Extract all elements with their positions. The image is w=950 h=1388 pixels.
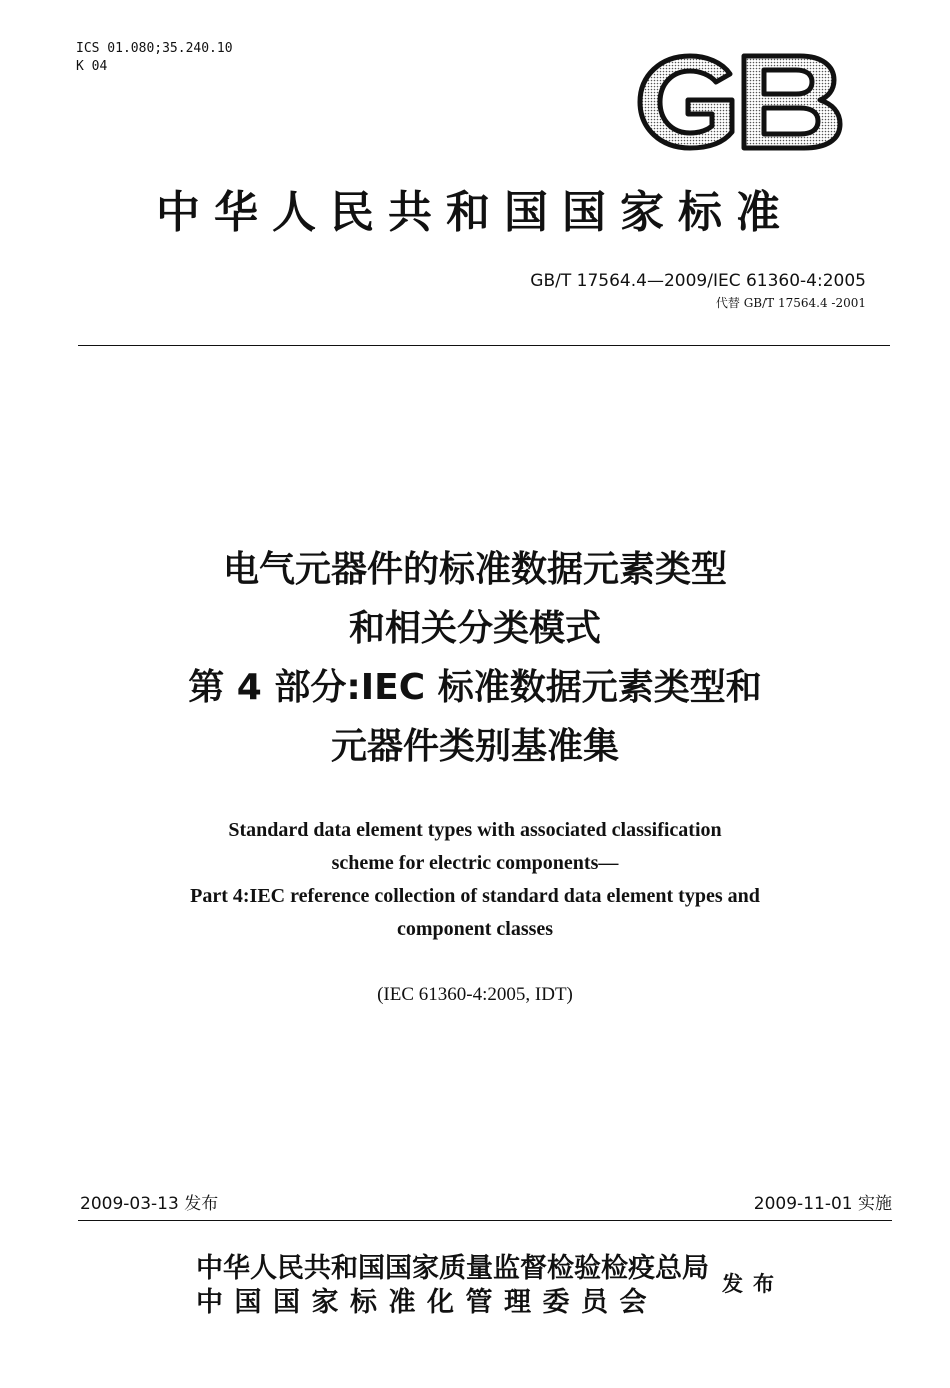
title-cn-line-1: 电气元器件的标准数据元素类型 <box>222 549 727 590</box>
issue-date: 2009-03-13 发布 <box>80 1194 219 1214</box>
equivalence-note: (IEC 61360-4:2005, IDT) <box>377 984 573 1005</box>
bottom-divider <box>78 1220 892 1221</box>
title-cn-line-2: 和相关分类模式 <box>348 608 601 649</box>
document-title-cn <box>60 540 890 776</box>
title-cn-line-4: 元器件类别基准集 <box>330 726 619 767</box>
issuer-sac: 中国国家标准化管理委员会 <box>196 1287 658 1318</box>
title-en-line-4: component classes <box>396 918 554 940</box>
publish-label: 发布 <box>722 1271 784 1296</box>
top-divider <box>78 345 890 346</box>
issuer-aqsiq: 中华人民共和国国家质量监督检验检疫总局 <box>196 1253 709 1284</box>
title-en-line-3: Part 4:IEC reference collection of standard data element types and <box>190 885 760 907</box>
document-title-en <box>60 814 890 946</box>
ccs-code: K 04 <box>76 59 108 74</box>
classification-codes <box>76 40 233 76</box>
national-standard-title: 中华人民共和国国家标准 <box>156 187 794 238</box>
title-en-line-2: scheme for electric components— <box>331 852 619 874</box>
ics-code: ICS 01.080;35.240.10 <box>76 41 233 56</box>
standard-number: GB/T 17564.4—2009/IEC 61360-4:2005 <box>530 271 866 291</box>
gb-logo <box>632 52 844 152</box>
title-cn-line-3: 第 4 部分:IEC 标准数据元素类型和 <box>188 667 762 708</box>
implementation-date: 2009-11-01 实施 <box>753 1194 892 1214</box>
title-en-line-1: Standard data element types with associated classification <box>228 819 722 841</box>
issuing-bodies <box>196 1252 709 1320</box>
replaces-note: 代替 GB/T 17564.4 -2001 <box>715 296 866 310</box>
